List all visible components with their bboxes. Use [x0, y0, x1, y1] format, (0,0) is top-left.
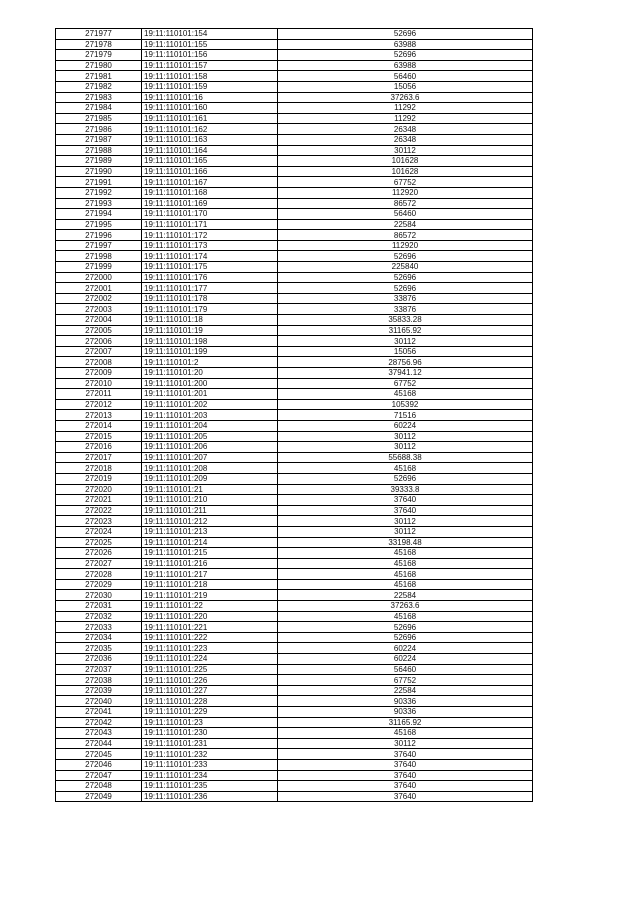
row-number-cell: 271978 — [56, 39, 142, 50]
table-row — [56, 389, 533, 400]
value-cell: 31165.92 — [278, 717, 533, 728]
cadastral-number-cell: 19:11:110101:162 — [142, 124, 278, 135]
table-row — [56, 166, 533, 177]
row-number-cell: 272034 — [56, 632, 142, 643]
table-row — [56, 738, 533, 749]
table-row — [56, 60, 533, 71]
cadastral-number-cell: 19:11:110101:224 — [142, 654, 278, 665]
cadastral-number-cell: 19:11:110101:20 — [142, 368, 278, 379]
row-number-cell: 272036 — [56, 654, 142, 665]
value-cell: 55688.38 — [278, 452, 533, 463]
cadastral-number-cell: 19:11:110101:155 — [142, 39, 278, 50]
row-number-cell: 272035 — [56, 643, 142, 654]
table-row — [56, 548, 533, 559]
value-cell: 63988 — [278, 39, 533, 50]
cadastral-number-cell: 19:11:110101:215 — [142, 548, 278, 559]
value-cell: 45168 — [278, 558, 533, 569]
value-cell: 90336 — [278, 696, 533, 707]
row-number-cell: 272025 — [56, 537, 142, 548]
row-number-cell: 271986 — [56, 124, 142, 135]
row-number-cell: 272007 — [56, 346, 142, 357]
row-number-cell: 271979 — [56, 50, 142, 61]
row-number-cell: 272017 — [56, 452, 142, 463]
cadastral-number-cell: 19:11:110101:157 — [142, 60, 278, 71]
table-row — [56, 368, 533, 379]
row-number-cell: 272049 — [56, 791, 142, 802]
value-cell: 52696 — [278, 473, 533, 484]
table-row — [56, 219, 533, 230]
cadastral-number-cell: 19:11:110101:177 — [142, 283, 278, 294]
table-row — [56, 240, 533, 251]
table-row — [56, 558, 533, 569]
value-cell: 45168 — [278, 728, 533, 739]
table-row — [56, 622, 533, 633]
table-row — [56, 759, 533, 770]
value-cell: 26348 — [278, 134, 533, 145]
table-row — [56, 781, 533, 792]
table-row — [56, 251, 533, 262]
cadastral-number-cell: 19:11:110101:205 — [142, 431, 278, 442]
cadastral-number-cell: 19:11:110101:229 — [142, 707, 278, 718]
table-row — [56, 495, 533, 506]
value-cell: 37640 — [278, 781, 533, 792]
table-row — [56, 643, 533, 654]
row-number-cell: 272033 — [56, 622, 142, 633]
row-number-cell: 271999 — [56, 262, 142, 273]
value-cell: 105392 — [278, 399, 533, 410]
value-cell: 37263.6 — [278, 92, 533, 103]
cadastral-number-cell: 19:11:110101:211 — [142, 505, 278, 516]
row-number-cell: 272001 — [56, 283, 142, 294]
cadastral-number-cell: 19:11:110101:221 — [142, 622, 278, 633]
value-cell: 11292 — [278, 103, 533, 114]
row-number-cell: 271998 — [56, 251, 142, 262]
table-row — [56, 590, 533, 601]
value-cell: 45168 — [278, 611, 533, 622]
row-number-cell: 272011 — [56, 389, 142, 400]
cadastral-number-cell: 19:11:110101:203 — [142, 410, 278, 421]
row-number-cell: 271997 — [56, 240, 142, 251]
row-number-cell: 272020 — [56, 484, 142, 495]
cadastral-number-cell: 19:11:110101:16 — [142, 92, 278, 103]
cadastral-number-cell: 19:11:110101:233 — [142, 759, 278, 770]
value-cell: 33876 — [278, 304, 533, 315]
table-row — [56, 399, 533, 410]
row-number-cell: 272039 — [56, 685, 142, 696]
cadastral-number-cell: 19:11:110101:163 — [142, 134, 278, 145]
row-number-cell: 272005 — [56, 325, 142, 336]
row-number-cell: 271991 — [56, 177, 142, 188]
value-cell: 35833.28 — [278, 315, 533, 326]
row-number-cell: 272031 — [56, 601, 142, 612]
table-row — [56, 71, 533, 82]
cadastral-number-cell: 19:11:110101:198 — [142, 336, 278, 347]
row-number-cell: 272040 — [56, 696, 142, 707]
table-row — [56, 283, 533, 294]
row-number-cell: 272006 — [56, 336, 142, 347]
value-cell: 11292 — [278, 113, 533, 124]
table-body — [56, 29, 533, 802]
cadastral-number-cell: 19:11:110101:204 — [142, 420, 278, 431]
cadastral-number-cell: 19:11:110101:179 — [142, 304, 278, 315]
cadastral-number-cell: 19:11:110101:216 — [142, 558, 278, 569]
row-number-cell: 272022 — [56, 505, 142, 516]
table-row — [56, 92, 533, 103]
table-row — [56, 473, 533, 484]
value-cell: 37640 — [278, 495, 533, 506]
table-row — [56, 336, 533, 347]
cadastral-number-cell: 19:11:110101:231 — [142, 738, 278, 749]
table-row — [56, 654, 533, 665]
table-row — [56, 304, 533, 315]
value-cell: 15056 — [278, 346, 533, 357]
row-number-cell: 272042 — [56, 717, 142, 728]
value-cell: 67752 — [278, 675, 533, 686]
row-number-cell: 272027 — [56, 558, 142, 569]
value-cell: 63988 — [278, 60, 533, 71]
cadastral-number-cell: 19:11:110101:220 — [142, 611, 278, 622]
row-number-cell: 271993 — [56, 198, 142, 209]
value-cell: 30112 — [278, 738, 533, 749]
row-number-cell: 272030 — [56, 590, 142, 601]
table-row — [56, 537, 533, 548]
value-cell: 67752 — [278, 378, 533, 389]
table-row — [56, 601, 533, 612]
cadastral-number-cell: 19:11:110101:22 — [142, 601, 278, 612]
table-row — [56, 696, 533, 707]
value-cell: 31165.92 — [278, 325, 533, 336]
row-number-cell: 272018 — [56, 463, 142, 474]
table-row — [56, 50, 533, 61]
table-row — [56, 103, 533, 114]
value-cell: 67752 — [278, 177, 533, 188]
value-cell: 52696 — [278, 50, 533, 61]
cadastral-number-cell: 19:11:110101:158 — [142, 71, 278, 82]
table-row — [56, 81, 533, 92]
row-number-cell: 272046 — [56, 759, 142, 770]
row-number-cell: 272047 — [56, 770, 142, 781]
row-number-cell: 272009 — [56, 368, 142, 379]
cadastral-number-cell: 19:11:110101:200 — [142, 378, 278, 389]
value-cell: 37640 — [278, 505, 533, 516]
cadastral-number-cell: 19:11:110101:201 — [142, 389, 278, 400]
table-row — [56, 230, 533, 241]
row-number-cell: 272010 — [56, 378, 142, 389]
cadastral-number-cell: 19:11:110101:166 — [142, 166, 278, 177]
row-number-cell: 271983 — [56, 92, 142, 103]
value-cell: 33198.48 — [278, 537, 533, 548]
table-row — [56, 272, 533, 283]
value-cell: 225840 — [278, 262, 533, 273]
row-number-cell: 272038 — [56, 675, 142, 686]
cadastral-number-cell: 19:11:110101:206 — [142, 442, 278, 453]
cadastral-number-cell: 19:11:110101:235 — [142, 781, 278, 792]
cadastral-number-cell: 19:11:110101:160 — [142, 103, 278, 114]
cadastral-number-cell: 19:11:110101:171 — [142, 219, 278, 230]
value-cell: 37941.12 — [278, 368, 533, 379]
row-number-cell: 272012 — [56, 399, 142, 410]
cadastral-number-cell: 19:11:110101:165 — [142, 156, 278, 167]
value-cell: 45168 — [278, 548, 533, 559]
cadastral-number-cell: 19:11:110101:225 — [142, 664, 278, 675]
cadastral-number-cell: 19:11:110101:207 — [142, 452, 278, 463]
table-row — [56, 516, 533, 527]
cadastral-number-cell: 19:11:110101:208 — [142, 463, 278, 474]
row-number-cell: 272045 — [56, 749, 142, 760]
row-number-cell: 271988 — [56, 145, 142, 156]
value-cell: 28756.96 — [278, 357, 533, 368]
value-cell: 90336 — [278, 707, 533, 718]
row-number-cell: 272008 — [56, 357, 142, 368]
row-number-cell: 272048 — [56, 781, 142, 792]
row-number-cell: 271980 — [56, 60, 142, 71]
value-cell: 112920 — [278, 240, 533, 251]
row-number-cell: 272016 — [56, 442, 142, 453]
cadastral-number-cell: 19:11:110101:21 — [142, 484, 278, 495]
row-number-cell: 271996 — [56, 230, 142, 241]
cadastral-number-cell: 19:11:110101:173 — [142, 240, 278, 251]
table-row — [56, 262, 533, 273]
value-cell: 45168 — [278, 569, 533, 580]
table-row — [56, 177, 533, 188]
cadastral-number-cell: 19:11:110101:210 — [142, 495, 278, 506]
value-cell: 45168 — [278, 463, 533, 474]
row-number-cell: 272024 — [56, 526, 142, 537]
cadastral-number-cell: 19:11:110101:214 — [142, 537, 278, 548]
table-row — [56, 579, 533, 590]
table-row — [56, 569, 533, 580]
table-row — [56, 685, 533, 696]
row-number-cell: 271989 — [56, 156, 142, 167]
table-row — [56, 526, 533, 537]
row-number-cell: 272032 — [56, 611, 142, 622]
value-cell: 22584 — [278, 685, 533, 696]
cadastral-number-cell: 19:11:110101:209 — [142, 473, 278, 484]
row-number-cell: 272013 — [56, 410, 142, 421]
cadastral-number-cell: 19:11:110101:219 — [142, 590, 278, 601]
table-row — [56, 505, 533, 516]
value-cell: 37263.6 — [278, 601, 533, 612]
table-row — [56, 346, 533, 357]
value-cell: 45168 — [278, 579, 533, 590]
row-number-cell: 272044 — [56, 738, 142, 749]
value-cell: 30112 — [278, 145, 533, 156]
table-row — [56, 156, 533, 167]
cadastral-number-cell: 19:11:110101:227 — [142, 685, 278, 696]
table-row — [56, 113, 533, 124]
value-cell: 45168 — [278, 389, 533, 400]
row-number-cell: 271982 — [56, 81, 142, 92]
table-row — [56, 791, 533, 802]
cadastral-number-cell: 19:11:110101:175 — [142, 262, 278, 273]
cadastral-value-table — [55, 28, 533, 802]
cadastral-number-cell: 19:11:110101:156 — [142, 50, 278, 61]
cadastral-number-cell: 19:11:110101:174 — [142, 251, 278, 262]
cadastral-number-cell: 19:11:110101:18 — [142, 315, 278, 326]
table-row — [56, 325, 533, 336]
row-number-cell: 271977 — [56, 29, 142, 40]
value-cell: 56460 — [278, 209, 533, 220]
cadastral-number-cell: 19:11:110101:236 — [142, 791, 278, 802]
row-number-cell: 272043 — [56, 728, 142, 739]
row-number-cell: 272014 — [56, 420, 142, 431]
row-number-cell: 272002 — [56, 293, 142, 304]
table-row — [56, 315, 533, 326]
value-cell: 30112 — [278, 526, 533, 537]
value-cell: 52696 — [278, 272, 533, 283]
row-number-cell: 272023 — [56, 516, 142, 527]
value-cell: 22584 — [278, 219, 533, 230]
value-cell: 30112 — [278, 442, 533, 453]
value-cell: 37640 — [278, 770, 533, 781]
row-number-cell: 272003 — [56, 304, 142, 315]
value-cell: 37640 — [278, 749, 533, 760]
row-number-cell: 271992 — [56, 187, 142, 198]
row-number-cell: 272015 — [56, 431, 142, 442]
row-number-cell: 271987 — [56, 134, 142, 145]
cadastral-number-cell: 19:11:110101:234 — [142, 770, 278, 781]
table-row — [56, 749, 533, 760]
row-number-cell: 271994 — [56, 209, 142, 220]
value-cell: 86572 — [278, 230, 533, 241]
value-cell: 37640 — [278, 759, 533, 770]
table-row — [56, 39, 533, 50]
cadastral-number-cell: 19:11:110101:202 — [142, 399, 278, 410]
row-number-cell: 272037 — [56, 664, 142, 675]
cadastral-number-cell: 19:11:110101:169 — [142, 198, 278, 209]
value-cell: 30112 — [278, 336, 533, 347]
value-cell: 101628 — [278, 156, 533, 167]
table-row — [56, 378, 533, 389]
value-cell: 22584 — [278, 590, 533, 601]
cadastral-number-cell: 19:11:110101:154 — [142, 29, 278, 40]
value-cell: 60224 — [278, 654, 533, 665]
cadastral-number-cell: 19:11:110101:176 — [142, 272, 278, 283]
value-cell: 52696 — [278, 632, 533, 643]
value-cell: 60224 — [278, 420, 533, 431]
table-row — [56, 420, 533, 431]
table-row — [56, 664, 533, 675]
cadastral-number-cell: 19:11:110101:212 — [142, 516, 278, 527]
cadastral-number-cell: 19:11:110101:178 — [142, 293, 278, 304]
cadastral-number-cell: 19:11:110101:2 — [142, 357, 278, 368]
cadastral-number-cell: 19:11:110101:226 — [142, 675, 278, 686]
value-cell: 30112 — [278, 516, 533, 527]
row-number-cell: 272004 — [56, 315, 142, 326]
value-cell: 112920 — [278, 187, 533, 198]
value-cell: 101628 — [278, 166, 533, 177]
cadastral-number-cell: 19:11:110101:213 — [142, 526, 278, 537]
cadastral-number-cell: 19:11:110101:172 — [142, 230, 278, 241]
row-number-cell: 272000 — [56, 272, 142, 283]
table-row — [56, 209, 533, 220]
value-cell: 15056 — [278, 81, 533, 92]
cadastral-number-cell: 19:11:110101:168 — [142, 187, 278, 198]
value-cell: 39333.8 — [278, 484, 533, 495]
value-cell: 56460 — [278, 664, 533, 675]
table-row — [56, 431, 533, 442]
cadastral-number-cell: 19:11:110101:164 — [142, 145, 278, 156]
table-row — [56, 452, 533, 463]
cadastral-number-cell: 19:11:110101:159 — [142, 81, 278, 92]
cadastral-number-cell: 19:11:110101:23 — [142, 717, 278, 728]
value-cell: 30112 — [278, 431, 533, 442]
table-row — [56, 717, 533, 728]
table-row — [56, 675, 533, 686]
table-row — [56, 187, 533, 198]
table-row — [56, 124, 533, 135]
value-cell: 52696 — [278, 622, 533, 633]
cadastral-number-cell: 19:11:110101:230 — [142, 728, 278, 739]
value-cell: 56460 — [278, 71, 533, 82]
table-row — [56, 198, 533, 209]
cadastral-number-cell: 19:11:110101:232 — [142, 749, 278, 760]
value-cell: 71516 — [278, 410, 533, 421]
cadastral-number-cell: 19:11:110101:222 — [142, 632, 278, 643]
table-row — [56, 632, 533, 643]
row-number-cell: 271995 — [56, 219, 142, 230]
value-cell: 33876 — [278, 293, 533, 304]
row-number-cell: 272029 — [56, 579, 142, 590]
value-cell: 37640 — [278, 791, 533, 802]
table-row — [56, 293, 533, 304]
table-row — [56, 611, 533, 622]
table-row — [56, 463, 533, 474]
cadastral-number-cell: 19:11:110101:199 — [142, 346, 278, 357]
row-number-cell: 271985 — [56, 113, 142, 124]
row-number-cell: 271984 — [56, 103, 142, 114]
cadastral-number-cell: 19:11:110101:228 — [142, 696, 278, 707]
cadastral-number-cell: 19:11:110101:19 — [142, 325, 278, 336]
table-row — [56, 357, 533, 368]
table-row — [56, 410, 533, 421]
table-row — [56, 442, 533, 453]
value-cell: 52696 — [278, 29, 533, 40]
row-number-cell: 272019 — [56, 473, 142, 484]
row-number-cell: 272028 — [56, 569, 142, 580]
table-row — [56, 134, 533, 145]
table-row — [56, 728, 533, 739]
row-number-cell: 272026 — [56, 548, 142, 559]
cadastral-number-cell: 19:11:110101:167 — [142, 177, 278, 188]
table-row — [56, 484, 533, 495]
value-cell: 86572 — [278, 198, 533, 209]
table-row — [56, 770, 533, 781]
cadastral-number-cell: 19:11:110101:170 — [142, 209, 278, 220]
value-cell: 60224 — [278, 643, 533, 654]
table-row — [56, 707, 533, 718]
cadastral-number-cell: 19:11:110101:223 — [142, 643, 278, 654]
value-cell: 52696 — [278, 251, 533, 262]
cadastral-number-cell: 19:11:110101:218 — [142, 579, 278, 590]
value-cell: 52696 — [278, 283, 533, 294]
value-cell: 26348 — [278, 124, 533, 135]
row-number-cell: 272041 — [56, 707, 142, 718]
row-number-cell: 271990 — [56, 166, 142, 177]
row-number-cell: 272021 — [56, 495, 142, 506]
table-row — [56, 29, 533, 40]
table-row — [56, 145, 533, 156]
cadastral-number-cell: 19:11:110101:161 — [142, 113, 278, 124]
cadastral-number-cell: 19:11:110101:217 — [142, 569, 278, 580]
row-number-cell: 271981 — [56, 71, 142, 82]
